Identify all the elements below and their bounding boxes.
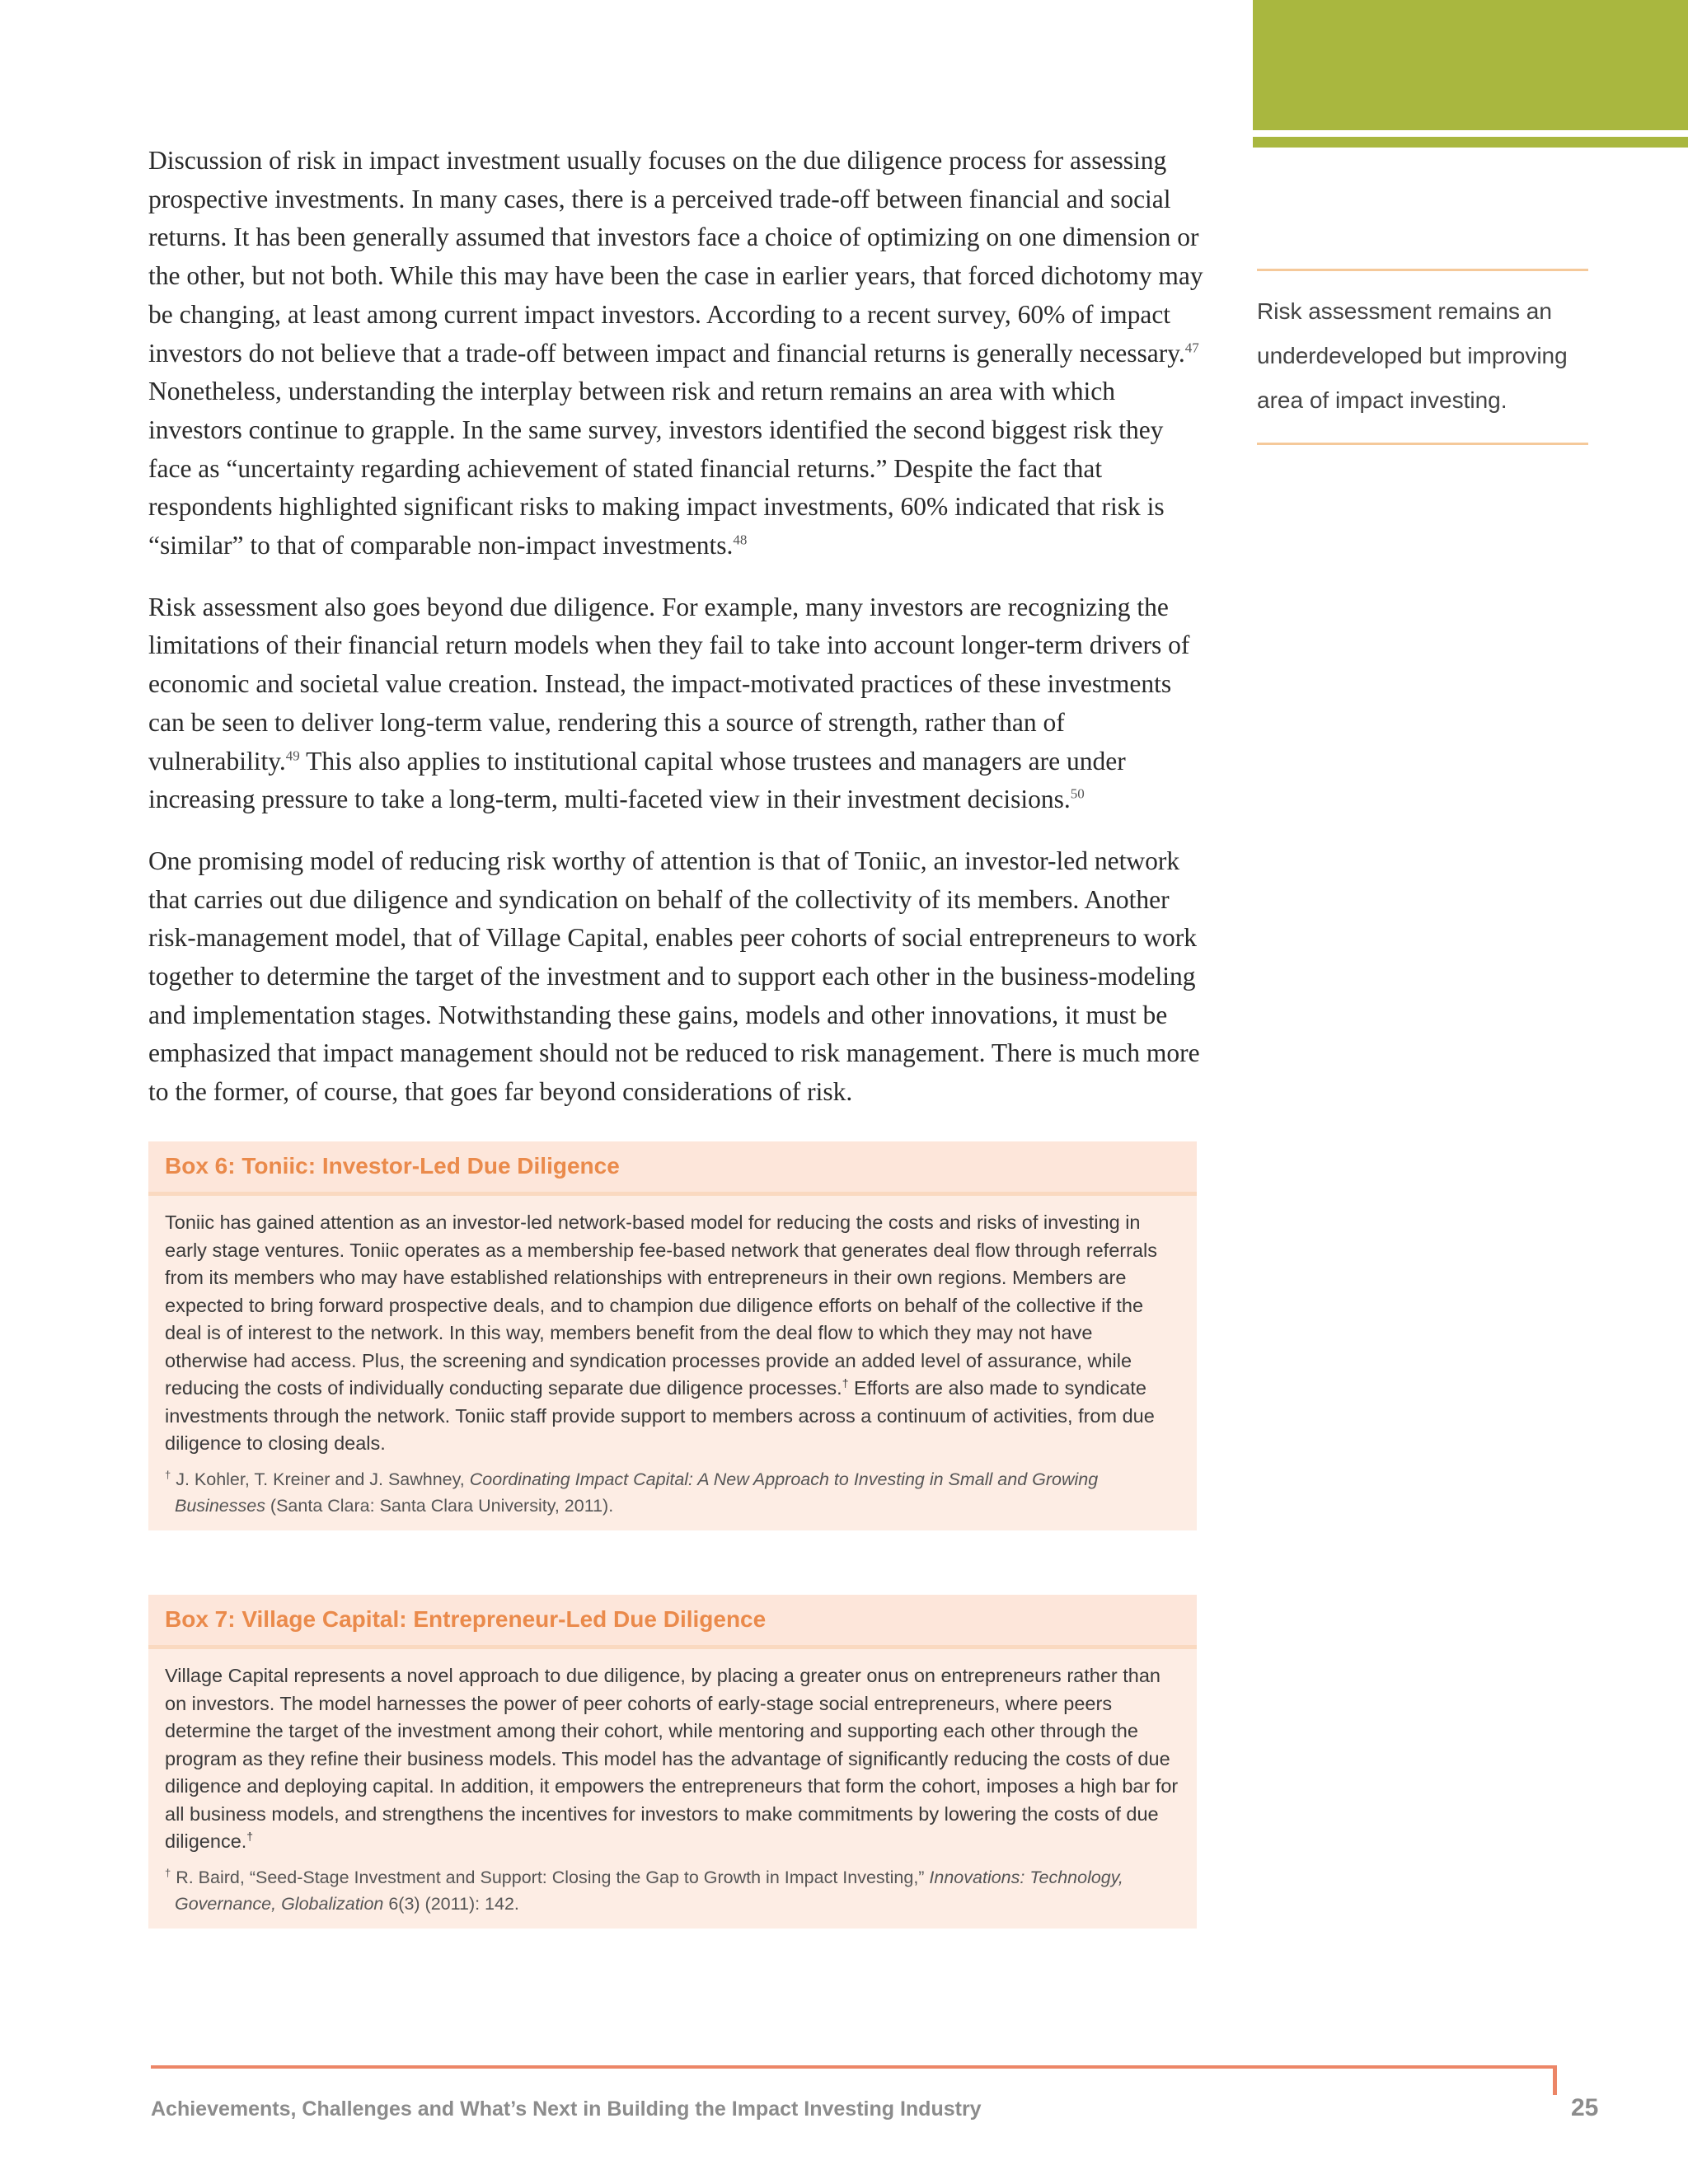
paragraph-text: This also applies to institutional capital whose trustees and managers are under increasing pressure to take a long-term, multi-faceted view in their investment decisions. — [148, 746, 1126, 814]
pull-quote-text: Risk assessment remains an underdeveloped but improving area of impact investing. — [1257, 298, 1568, 413]
note-title: Coordinating Impact Capital: A New Approach to Investing in Small and Growing Businesses — [175, 1469, 1099, 1516]
box-7-footnote — [165, 1864, 1180, 1917]
paragraph-text: Nonetheless, understanding the interplay between risk and return remains an area with which investors continue to grapple. In the same survey, investors identified the second biggest risk they face as “uncertainty regarding achievement of stated financial returns.” Despite the fact that respondents highlighted significant risks to making impact investments, 60% indicated that risk is “similar” to that of comparable non-impact investments. — [148, 377, 1165, 560]
footer-rule — [151, 2065, 1556, 2069]
note-authors: J. Kohler, T. Kreiner and J. Sawhney, — [171, 1469, 470, 1489]
corner-accent-stripe — [1253, 137, 1688, 148]
footnote-ref-48: 48 — [733, 532, 748, 548]
note-title: Innovations: Technology, Governance, Globalization — [175, 1867, 1123, 1914]
body-paragraph-1 — [148, 142, 1203, 565]
body-paragraph-3: One promising model of reducing risk worthy of attention is that of Toniic, an investor-led network that carries out due diligence and syndication on behalf of the collectivity of its members. Another risk-management model, that of Village Capital, enables peer cohorts of social entrepreneurs to work together to determine the target of the investment and to support each other in the business-modeling and implementation stages. Notwithstanding these gains, models and other innovations, it must be emphasized that impact management should not be reduced to risk management. There is much more to the former, of course, that goes far beyond considerations of risk. — [148, 846, 1200, 1107]
box-6-body — [148, 1196, 1197, 1530]
dagger-mark: † — [842, 1376, 849, 1390]
main-column — [148, 142, 1203, 1135]
pull-quote — [1257, 269, 1588, 445]
box-6-text-part-2: Efforts are also made to syndicate investments through the network. Toniic staff provide support to members across a continuum of activities, from due diligence to closing deals. — [165, 1377, 1155, 1454]
box-7-text — [165, 1662, 1180, 1856]
footnote-ref-49: 49 — [285, 748, 300, 764]
box-6-toniic — [148, 1141, 1197, 1530]
footnote-ref-50: 50 — [1070, 785, 1085, 802]
page-number: 25 — [1571, 2094, 1599, 2121]
dagger-mark: † — [246, 1830, 254, 1844]
footnote-ref-47: 47 — [1184, 340, 1199, 356]
box-7-village-capital — [148, 1595, 1197, 1929]
box-6-footnote — [165, 1466, 1180, 1519]
box-7-text-part-1: Village Capital represents a novel approach to due diligence, by placing a greater onus on entrepreneurs rather than on investors. The model harnesses the power of peer cohorts of early-stage social entrepreneurs, where peers determine the target of the investment among their cohort, while mentoring and supporting each other through the program as they refine their business models. This model has the advantage of significantly reducing the costs of due diligence and deploying capital. In addition, it empowers the entrepreneurs that form the cohort, imposes a high bar for all business models, and strengthens the incentives for investors to make commitments by lowering the costs of due diligence. — [165, 1665, 1179, 1852]
footer-rule-tick — [1553, 2065, 1557, 2095]
body-paragraph-2 — [148, 588, 1203, 819]
footer-title: Achievements, Challenges and What’s Next in Building the Impact Investing Industry — [151, 2097, 982, 2121]
box-6-text — [165, 1209, 1180, 1458]
box-7-title: Box 7: Village Capital: Entrepreneur-Led Due Diligence — [165, 1606, 767, 1632]
corner-accent-block — [1253, 0, 1688, 130]
paragraph-text: Risk assessment also goes beyond due diligence. For example, many investors are recognizing the limitations of their financial return models when they fail to take into account longer-term drivers of economic and societal value creation. Instead, the impact-motivated practices of these investments can be seen to deliver long-term value, rendering this a source of strength, rather than of vulnerability. — [148, 592, 1190, 776]
box-7-title-bar — [148, 1595, 1197, 1649]
note-authors: R. Baird, “Seed-Stage Investment and Support: Closing the Gap to Growth in Impact Investing,” — [171, 1867, 930, 1887]
box-6-title: Box 6: Toniic: Investor-Led Due Diligence — [165, 1153, 620, 1179]
note-rest: 6(3) (2011): 142. — [383, 1893, 519, 1914]
box-6-text-part-1: Toniic has gained attention as an investor-led network-based model for reducing the costs and risks of investing in early stage ventures. Toniic operates as a membership fee-based network that generates deal flow through referrals from its members who may have established relationships with entrepreneurs in their own regions. Members are expected to bring forward prospective deals, and to champion due diligence efforts on behalf of the collective if the deal is of interest to the network. In this way, members benefit from the deal flow to which they may not have otherwise had access. Plus, the screening and syndication processes provide an added level of assurance, while reducing the costs of individually conducting separate due diligence processes. — [165, 1212, 1157, 1399]
box-6-title-bar — [148, 1141, 1197, 1196]
dagger-mark: † — [165, 1866, 171, 1879]
note-rest: (Santa Clara: Santa Clara University, 2011). — [265, 1495, 614, 1516]
box-7-body — [148, 1649, 1197, 1929]
paragraph-text: Discussion of risk in impact investment usually focuses on the due diligence process for assessing prospective investments. In many cases, there is a perceived trade-off between financial and social returns. It has been generally assumed that investors face a choice of optimizing on one dimension or the other, but not both. While this may have been the case in earlier years, that forced dichotomy may be changing, at least among current impact investors. According to a recent survey, 60% of impact investors do not believe that a trade-off between impact and financial returns is generally necessary. — [148, 146, 1203, 368]
dagger-mark: † — [165, 1468, 171, 1481]
